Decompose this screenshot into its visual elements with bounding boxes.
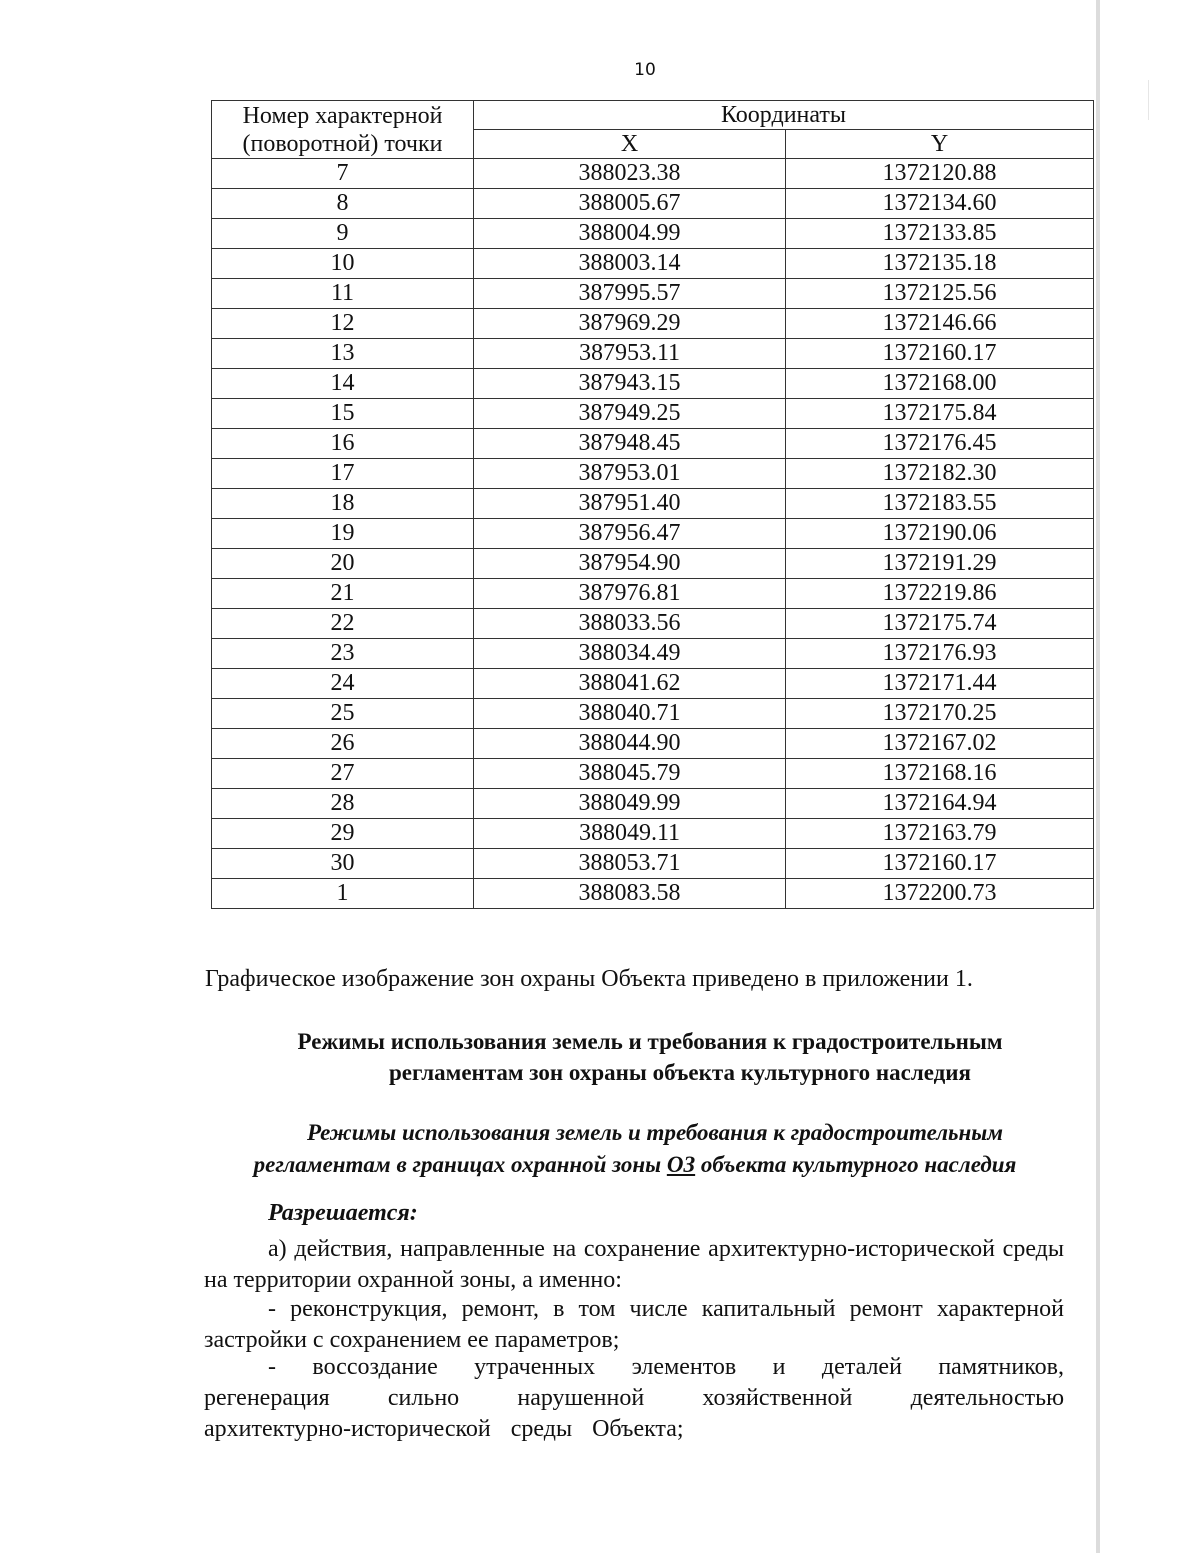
coordinates-table xyxy=(211,100,1094,909)
table-row xyxy=(212,639,1094,669)
x-coordinate-cell: 387953.01 xyxy=(474,459,786,489)
subsection-heading-line2-post: объекта культурного наследия xyxy=(695,1152,1017,1177)
y-coordinate-cell: 1372182.30 xyxy=(786,459,1094,489)
subsection-heading-line2-pre: регламентам в границах охранной зоны xyxy=(253,1152,667,1177)
point-number-cell: 13 xyxy=(212,339,474,369)
x-coordinate-cell: 388053.71 xyxy=(474,849,786,879)
table-row xyxy=(212,789,1094,819)
paragraph-b: - реконструкция, ремонт, в том числе капитальный ремонт характерной застройки с сохранением ее параметров; xyxy=(204,1296,1064,1353)
x-coordinate-cell: 388040.71 xyxy=(474,699,786,729)
x-coordinate-cell: 387954.90 xyxy=(474,549,786,579)
x-coordinate-cell: 388044.90 xyxy=(474,729,786,759)
y-coordinate-cell: 1372171.44 xyxy=(786,669,1094,699)
table-row xyxy=(212,699,1094,729)
y-coordinate-cell: 1372120.88 xyxy=(786,159,1094,189)
point-number-cell: 18 xyxy=(212,489,474,519)
page-edge-mark xyxy=(1148,80,1149,120)
y-coordinate-cell: 1372175.74 xyxy=(786,609,1094,639)
section-heading-line1: Режимы использования земель и требования к градостроительным xyxy=(297,1029,1003,1054)
y-coordinate-cell: 1372125.56 xyxy=(786,279,1094,309)
x-coordinate-cell: 387949.25 xyxy=(474,399,786,429)
x-coordinate-cell: 388049.99 xyxy=(474,789,786,819)
section-heading-line2: регламентам зон охраны объекта культурного наследия xyxy=(388,1060,972,1085)
y-coordinate-cell: 1372168.16 xyxy=(786,759,1094,789)
paragraph-a: а) действия, направленные на сохранение архитектурно-исторической среды на территории охранной зоны, а именно: xyxy=(204,1236,1064,1293)
point-number-cell: 19 xyxy=(212,519,474,549)
header-x: X xyxy=(474,130,786,159)
x-coordinate-cell: 387953.11 xyxy=(474,339,786,369)
table-row xyxy=(212,279,1094,309)
point-number-cell: 10 xyxy=(212,249,474,279)
point-number-cell: 17 xyxy=(212,459,474,489)
point-number-cell: 16 xyxy=(212,429,474,459)
table-row xyxy=(212,759,1094,789)
y-coordinate-cell: 1372134.60 xyxy=(786,189,1094,219)
table-row xyxy=(212,879,1094,909)
header-coordinates: Координаты xyxy=(474,101,1094,130)
point-number-cell: 12 xyxy=(212,309,474,339)
y-coordinate-cell: 1372133.85 xyxy=(786,219,1094,249)
table-row xyxy=(212,249,1094,279)
table-row xyxy=(212,159,1094,189)
y-coordinate-cell: 1372167.02 xyxy=(786,729,1094,759)
table-row xyxy=(212,609,1094,639)
y-coordinate-cell: 1372175.84 xyxy=(786,399,1094,429)
point-number-cell: 14 xyxy=(212,369,474,399)
page-edge-shadow xyxy=(1096,0,1100,1553)
table-row xyxy=(212,549,1094,579)
point-number-cell: 23 xyxy=(212,639,474,669)
point-number-cell: 9 xyxy=(212,219,474,249)
x-coordinate-cell: 387976.81 xyxy=(474,579,786,609)
x-coordinate-cell: 388004.99 xyxy=(474,219,786,249)
table-row xyxy=(212,369,1094,399)
table-row xyxy=(212,339,1094,369)
x-coordinate-cell: 387948.45 xyxy=(474,429,786,459)
table-row xyxy=(212,519,1094,549)
table-row xyxy=(212,489,1094,519)
subsection-heading-line1: Режимы использования земель и требования к градостроительным xyxy=(306,1120,1004,1145)
point-number-cell: 1 xyxy=(212,879,474,909)
x-coordinate-cell: 387969.29 xyxy=(474,309,786,339)
y-coordinate-cell: 1372170.25 xyxy=(786,699,1094,729)
y-coordinate-cell: 1372176.45 xyxy=(786,429,1094,459)
table-row xyxy=(212,849,1094,879)
table-row xyxy=(212,669,1094,699)
x-coordinate-cell: 388041.62 xyxy=(474,669,786,699)
x-coordinate-cell: 387951.40 xyxy=(474,489,786,519)
y-coordinate-cell: 1372160.17 xyxy=(786,849,1094,879)
table-row xyxy=(212,579,1094,609)
x-coordinate-cell: 387956.47 xyxy=(474,519,786,549)
y-coordinate-cell: 1372183.55 xyxy=(786,489,1094,519)
table-row xyxy=(212,729,1094,759)
point-number-cell: 26 xyxy=(212,729,474,759)
point-number-cell: 11 xyxy=(212,279,474,309)
header-point-number: Номер характерной (поворотной) точки xyxy=(212,101,474,159)
y-coordinate-cell: 1372135.18 xyxy=(786,249,1094,279)
point-number-cell: 25 xyxy=(212,699,474,729)
allowed-label: Разрешается: xyxy=(268,1200,418,1226)
y-coordinate-cell: 1372164.94 xyxy=(786,789,1094,819)
x-coordinate-cell: 387995.57 xyxy=(474,279,786,309)
point-number-cell: 15 xyxy=(212,399,474,429)
table-body xyxy=(212,159,1094,909)
x-coordinate-cell: 388049.11 xyxy=(474,819,786,849)
y-coordinate-cell: 1372191.29 xyxy=(786,549,1094,579)
table-row xyxy=(212,309,1094,339)
header-y: Y xyxy=(786,130,1094,159)
page-number: 10 xyxy=(634,60,656,80)
subsection-heading-line2 xyxy=(205,1149,1065,1180)
point-number-cell: 29 xyxy=(212,819,474,849)
table-row xyxy=(212,429,1094,459)
point-number-cell: 22 xyxy=(212,609,474,639)
table-row xyxy=(212,399,1094,429)
point-number-cell: 27 xyxy=(212,759,474,789)
y-coordinate-cell: 1372176.93 xyxy=(786,639,1094,669)
y-coordinate-cell: 1372163.79 xyxy=(786,819,1094,849)
y-coordinate-cell: 1372146.66 xyxy=(786,309,1094,339)
x-coordinate-cell: 388083.58 xyxy=(474,879,786,909)
y-coordinate-cell: 1372200.73 xyxy=(786,879,1094,909)
table-row xyxy=(212,189,1094,219)
point-number-cell: 20 xyxy=(212,549,474,579)
table-row xyxy=(212,459,1094,489)
y-coordinate-cell: 1372219.86 xyxy=(786,579,1094,609)
table-row xyxy=(212,819,1094,849)
point-number-cell: 7 xyxy=(212,159,474,189)
x-coordinate-cell: 388034.49 xyxy=(474,639,786,669)
paragraph-c: - воссоздание утраченных элементов и деталей памятников, регенерация сильно нарушенной хозяйственной деятельностью архитектурно-исторической среды Объекта; xyxy=(204,1354,1064,1442)
table-row xyxy=(212,219,1094,249)
x-coordinate-cell: 388005.67 xyxy=(474,189,786,219)
y-coordinate-cell: 1372160.17 xyxy=(786,339,1094,369)
x-coordinate-cell: 388033.56 xyxy=(474,609,786,639)
x-coordinate-cell: 387943.15 xyxy=(474,369,786,399)
zone-code: ОЗ xyxy=(666,1152,696,1177)
y-coordinate-cell: 1372168.00 xyxy=(786,369,1094,399)
point-number-cell: 8 xyxy=(212,189,474,219)
point-number-cell: 30 xyxy=(212,849,474,879)
caption: Графическое изображение зон охраны Объекта приведено в приложении 1. xyxy=(205,966,973,992)
y-coordinate-cell: 1372190.06 xyxy=(786,519,1094,549)
point-number-cell: 21 xyxy=(212,579,474,609)
point-number-cell: 28 xyxy=(212,789,474,819)
x-coordinate-cell: 388045.79 xyxy=(474,759,786,789)
x-coordinate-cell: 388003.14 xyxy=(474,249,786,279)
x-coordinate-cell: 388023.38 xyxy=(474,159,786,189)
point-number-cell: 24 xyxy=(212,669,474,699)
